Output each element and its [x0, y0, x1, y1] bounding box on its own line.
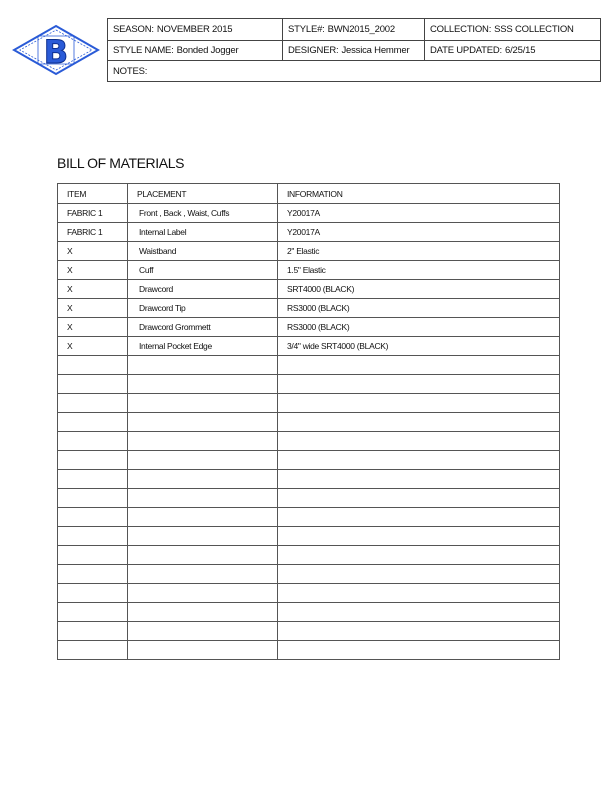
style-number-label: STYLE#: — [288, 24, 325, 35]
table-row — [58, 527, 560, 546]
placement-cell — [128, 622, 278, 641]
style-number-field — [283, 19, 425, 40]
table-row — [58, 375, 560, 394]
table-row — [58, 432, 560, 451]
information-cell: RS3000 (BLACK) — [278, 299, 560, 318]
placement-cell — [128, 413, 278, 432]
information-cell — [278, 470, 560, 489]
placement-cell: Front , Back , Waist, Cuffs — [128, 204, 278, 223]
season-label: SEASON: — [113, 24, 154, 35]
information-cell: Y20017A — [278, 223, 560, 242]
information-cell — [278, 565, 560, 584]
information-cell: SRT4000 (BLACK) — [278, 280, 560, 299]
information-cell — [278, 413, 560, 432]
season-field — [108, 19, 283, 40]
table-row — [58, 603, 560, 622]
notes-label: NOTES: — [113, 65, 148, 77]
information-cell — [278, 489, 560, 508]
placement-cell — [128, 641, 278, 660]
item-cell: X — [58, 299, 128, 318]
table-row — [58, 546, 560, 565]
table-row — [58, 584, 560, 603]
placement-cell: Drawcord Tip — [128, 299, 278, 318]
designer-value: Jessica Hemmer — [341, 45, 410, 56]
table-row — [58, 337, 560, 356]
placement-cell: Waistband — [128, 242, 278, 261]
style-number-value: BWN2015_2002 — [327, 24, 395, 35]
bill-of-materials-table — [57, 183, 560, 660]
header-info-box — [107, 18, 601, 82]
item-cell — [58, 565, 128, 584]
table-row — [58, 356, 560, 375]
placement-cell — [128, 489, 278, 508]
company-logo — [12, 24, 100, 76]
item-cell — [58, 527, 128, 546]
placement-cell — [128, 451, 278, 470]
date-updated-value: 6/25/15 — [505, 45, 536, 56]
table-row — [58, 261, 560, 280]
information-cell — [278, 527, 560, 546]
style-name-value: Bonded Jogger — [176, 45, 239, 56]
item-cell — [58, 375, 128, 394]
table-row — [58, 508, 560, 527]
column-header-item: ITEM — [58, 184, 128, 204]
style-name-label: STYLE NAME: — [113, 45, 174, 56]
table-row — [58, 489, 560, 508]
information-cell: 1.5" Elastic — [278, 261, 560, 280]
information-cell: 3/4" wide SRT4000 (BLACK) — [278, 337, 560, 356]
item-cell — [58, 546, 128, 565]
date-updated-label: DATE UPDATED: — [430, 45, 502, 56]
collection-value: SSS COLLECTION — [494, 24, 574, 35]
placement-cell: Internal Label — [128, 223, 278, 242]
table-row — [58, 470, 560, 489]
placement-cell — [128, 375, 278, 394]
information-cell — [278, 641, 560, 660]
item-cell: X — [58, 261, 128, 280]
item-cell: X — [58, 242, 128, 261]
placement-cell — [128, 565, 278, 584]
placement-cell — [128, 470, 278, 489]
information-cell — [278, 356, 560, 375]
table-body — [58, 204, 560, 660]
designer-field — [283, 41, 425, 60]
bill-of-materials-title: BILL OF MATERIALS — [57, 155, 185, 171]
table-row — [58, 318, 560, 337]
table-row — [58, 204, 560, 223]
information-cell: RS3000 (BLACK) — [278, 318, 560, 337]
placement-cell — [128, 394, 278, 413]
table-header-row — [58, 184, 560, 204]
placement-cell: Internal Pocket Edge — [128, 337, 278, 356]
placement-cell — [128, 508, 278, 527]
collection-label: COLLECTION: — [430, 24, 492, 35]
placement-cell — [128, 432, 278, 451]
table-row — [58, 223, 560, 242]
placement-cell — [128, 546, 278, 565]
placement-cell — [128, 584, 278, 603]
placement-cell: Cuff — [128, 261, 278, 280]
item-cell — [58, 432, 128, 451]
table-row — [58, 394, 560, 413]
style-name-field — [108, 41, 283, 60]
information-cell — [278, 584, 560, 603]
placement-cell: Drawcord Grommett — [128, 318, 278, 337]
table-row — [58, 622, 560, 641]
item-cell — [58, 508, 128, 527]
column-header-placement: PLACEMENT — [128, 184, 278, 204]
item-cell — [58, 641, 128, 660]
notes-field — [108, 61, 600, 81]
information-cell — [278, 508, 560, 527]
item-cell: X — [58, 280, 128, 299]
item-cell — [58, 394, 128, 413]
table-row — [58, 413, 560, 432]
placement-cell — [128, 527, 278, 546]
logo-letter: B — [43, 33, 69, 71]
date-updated-field — [425, 41, 600, 60]
item-cell: FABRIC 1 — [58, 204, 128, 223]
table-row — [58, 451, 560, 470]
table-row — [58, 641, 560, 660]
table-row — [58, 280, 560, 299]
season-value: NOVEMBER 2015 — [156, 24, 233, 35]
placement-cell — [128, 603, 278, 622]
information-cell — [278, 451, 560, 470]
information-cell: Y20017A — [278, 204, 560, 223]
item-cell: FABRIC 1 — [58, 223, 128, 242]
placement-cell — [128, 356, 278, 375]
item-cell: X — [58, 337, 128, 356]
table-row — [58, 242, 560, 261]
information-cell — [278, 603, 560, 622]
column-header-information: INFORMATION — [278, 184, 560, 204]
item-cell — [58, 470, 128, 489]
information-cell — [278, 375, 560, 394]
information-cell — [278, 394, 560, 413]
item-cell — [58, 603, 128, 622]
item-cell: X — [58, 318, 128, 337]
item-cell — [58, 584, 128, 603]
collection-field — [425, 19, 600, 40]
designer-label: DESIGNER: — [288, 45, 339, 56]
item-cell — [58, 413, 128, 432]
table-row — [58, 565, 560, 584]
item-cell — [58, 489, 128, 508]
information-cell — [278, 622, 560, 641]
information-cell: 2" Elastic — [278, 242, 560, 261]
item-cell — [58, 356, 128, 375]
information-cell — [278, 432, 560, 451]
item-cell — [58, 451, 128, 470]
placement-cell: Drawcord — [128, 280, 278, 299]
item-cell — [58, 622, 128, 641]
table-row — [58, 299, 560, 318]
information-cell — [278, 546, 560, 565]
